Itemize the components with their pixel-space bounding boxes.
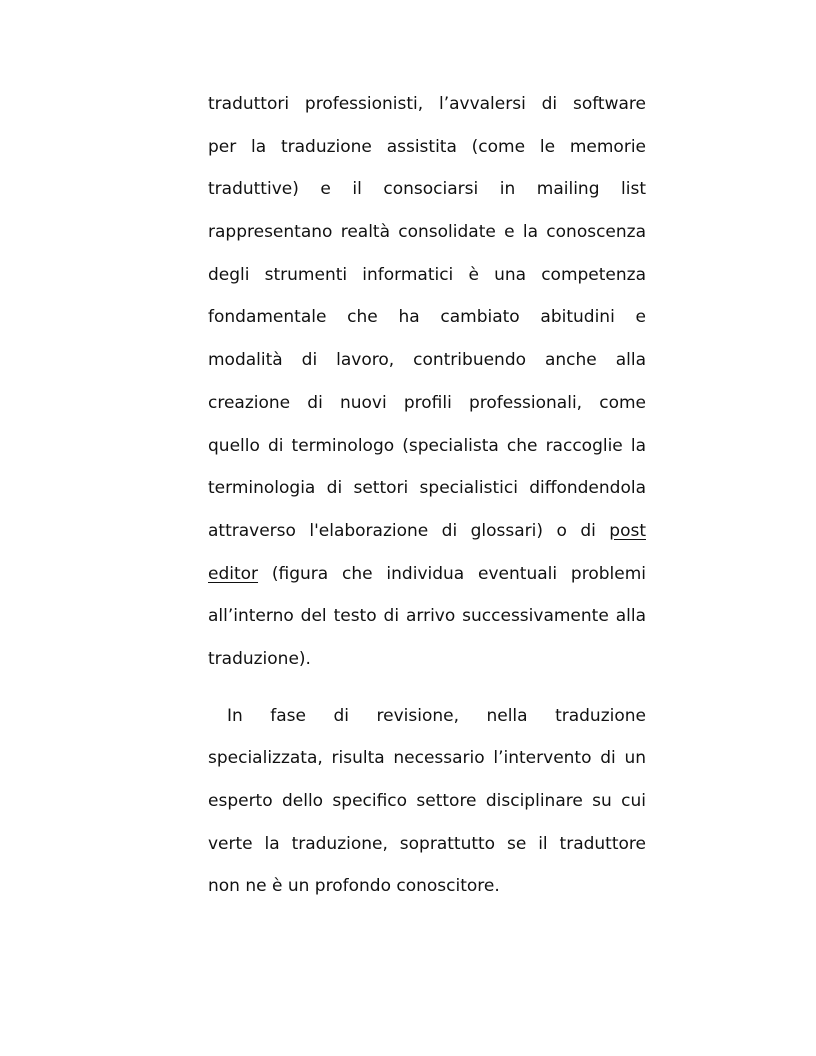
text-line: creazione di nuovi profili professionali, come: [208, 392, 646, 413]
text-line: degli strumenti informatici è una competenza: [208, 264, 646, 285]
text-line: quello di terminologo (specialista che raccoglie la: [208, 435, 646, 456]
text-line: [208, 553, 646, 596]
text-line: traduzione).: [208, 648, 311, 669]
text-line: non ne è un profondo conoscitore.: [208, 876, 500, 897]
text-line: In fase di revisione, nella traduzione: [227, 705, 646, 726]
text-segment: attraverso l'elaborazione di glossari) o di: [208, 520, 610, 541]
text-line: [208, 510, 646, 553]
text-line: per la traduzione assistita (come le memorie: [208, 136, 646, 157]
text-segment: (figura che individua eventuali problemi: [258, 563, 646, 584]
post-editor-link-part2[interactable]: editor: [208, 563, 259, 584]
text-line: fondamentale che ha cambiato abitudini e: [208, 307, 646, 328]
document-page: [208, 83, 646, 908]
post-editor-link-part1[interactable]: post: [609, 520, 646, 541]
text-line: esperto dello specifico settore disciplinare su cui: [208, 791, 646, 811]
text-line: modalità di lavoro, contribuendo anche alla: [208, 350, 646, 371]
paragraph-1: [208, 83, 646, 681]
text-line: traduttori professionisti, l’avvalersi di software: [208, 94, 646, 114]
text-line: traduttive) e il consociarsi in mailing list: [208, 179, 646, 200]
text-line: specializzata, risulta necessario l’intervento di un: [208, 748, 646, 769]
paragraph-2: [208, 695, 646, 908]
text-line: terminologia di settori specialistici diffondendola: [208, 478, 646, 499]
text-line: verte la traduzione, soprattutto se il traduttore: [208, 833, 646, 854]
text-line: rappresentano realtà consolidate e la conoscenza: [208, 222, 646, 243]
text-line: all’interno del testo di arrivo successivamente alla: [208, 606, 646, 627]
paragraph-spacer: [208, 681, 646, 695]
